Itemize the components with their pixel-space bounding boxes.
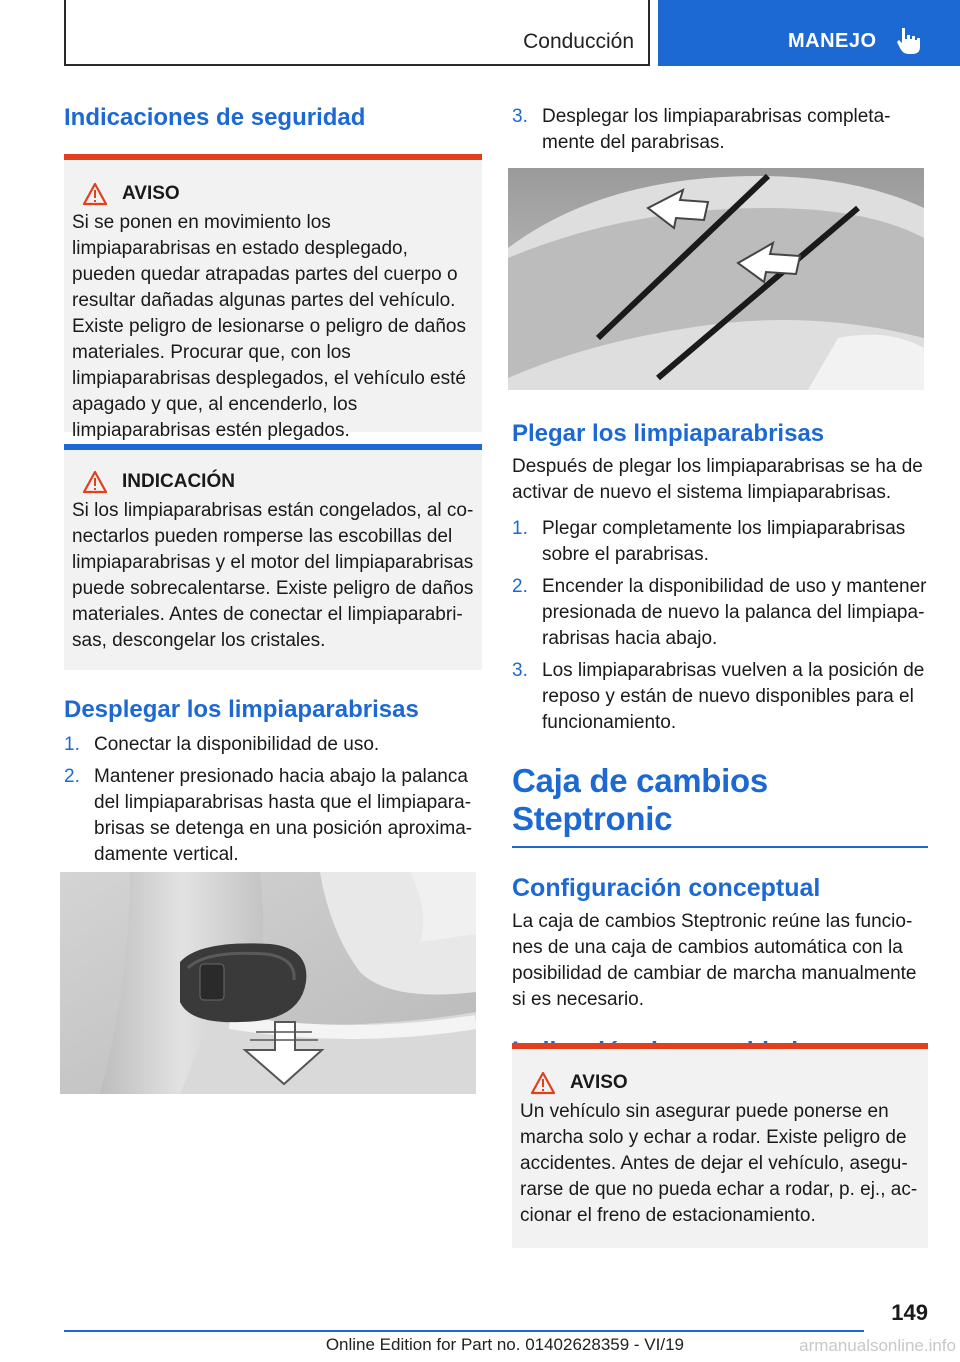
hand-pointer-icon xyxy=(894,26,924,56)
watermark: armanualsonline.info xyxy=(799,1336,956,1355)
header-tab-manejo[interactable] xyxy=(658,0,960,66)
right-column-lower xyxy=(512,420,928,1066)
header-section-box xyxy=(64,0,650,66)
list-item: 3. Desplegar los limpiaparabrisas completamente del parabrisas. xyxy=(512,106,891,153)
chapter-title: Caja de cambios Steptronic xyxy=(512,762,928,848)
list-item: 3. Los limpiaparabrisas vuelven a la posición de reposo y están de nuevo disponibles para el funcionamiento. xyxy=(512,660,925,733)
warning-triangle-icon xyxy=(530,1071,556,1095)
warning-triangle-icon xyxy=(82,470,108,494)
fold-steps xyxy=(512,516,928,736)
page-number: 149 xyxy=(891,1300,928,1325)
fold-heading: Plegar los limpiaparabrisas xyxy=(512,420,825,447)
warning2-container xyxy=(512,1043,928,1248)
warning-text: Si se ponen en movimiento los limpiaparabrisas en estado desplegado, pueden quedar atrapadas partes del cuerpo o resultar dañadas algunas partes del vehículo. Existe peligro de lesionarse o peligro de daños materiales. Procurar que, con los limpiaparabrisas desplegados, el vehículo esté apagado y que, al encenderlo, los limpiaparabrisas estén plegados. xyxy=(72,212,466,441)
warning2-box xyxy=(512,1049,928,1248)
notice-text: Si los limpiaparabrisas están congelados, al conectarlos pueden romperse las escobillas del limpiaparabrisas y el motor del limpiaparabrisas puede sobrecalentarse. Existe peligro de daños materiales. Antes de conectar el limpiaparabrisas, descongelar los cristales. xyxy=(72,500,474,651)
notice-label: INDICACIÓN xyxy=(122,471,235,492)
header-tab-label: MANEJO xyxy=(788,30,877,52)
left-column xyxy=(64,100,482,874)
concept-heading: Configuración conceptual xyxy=(512,874,821,902)
concept-text: La caja de cambios Steptronic reúne las funciones de una caja de cambios automática con la posibilidad de cambiar de marcha manualmente si es necesario. xyxy=(512,911,917,1010)
list-item: 1. Conectar la disponibilidad de uso. xyxy=(64,734,380,755)
unfold-steps xyxy=(64,732,482,868)
notice-title xyxy=(82,470,474,494)
warning-title xyxy=(82,182,474,206)
warning-box xyxy=(64,160,482,441)
warning-label: AVISO xyxy=(122,183,180,204)
warning2-text: Un vehículo sin asegurar puede ponerse en marcha solo y echar a rodar. Existe peligro de accidentes. Antes de dejar el vehículo, asegurarse de que no pueda echar a rodar, p. ej., accionar el freno de estacionamiento. xyxy=(520,1101,918,1226)
notice-box xyxy=(64,450,482,670)
footer-edition: Online Edition for Part no. 01402628359 - VI/19 xyxy=(325,1335,684,1354)
wiper-lever-illustration xyxy=(60,872,476,1094)
windshield-wipers-illustration xyxy=(508,168,924,390)
footer-rule xyxy=(64,1330,864,1332)
warning-triangle-icon xyxy=(82,182,108,206)
list-item: 2. Encender la disponibilidad de uso y mantener presionada de nuevo la palanca del limpiaparabrisas hacia abajo. xyxy=(512,576,927,649)
header-section-title: Conducción xyxy=(523,30,634,53)
warning2-label: AVISO xyxy=(570,1072,628,1093)
warning2-title xyxy=(530,1071,920,1095)
fold-intro: Después de plegar los limpiaparabrisas se ha de activar de nuevo el sistema limpiaparabrisas. xyxy=(512,456,923,503)
list-item: 2. Mantener presionado hacia abajo la palanca del limpiaparabrisas hasta que el limpiaparabrisas se detenga en una posición aproximadamente vertical. xyxy=(64,766,473,865)
unfold-step-3 xyxy=(512,104,928,156)
safety-heading: Indicaciones de seguridad xyxy=(64,104,366,131)
right-column xyxy=(512,104,928,162)
unfold-heading: Desplegar los limpiaparabrisas xyxy=(64,696,419,723)
list-item: 1. Plegar completamente los limpiaparabrisas sobre el parabrisas. xyxy=(512,518,906,565)
